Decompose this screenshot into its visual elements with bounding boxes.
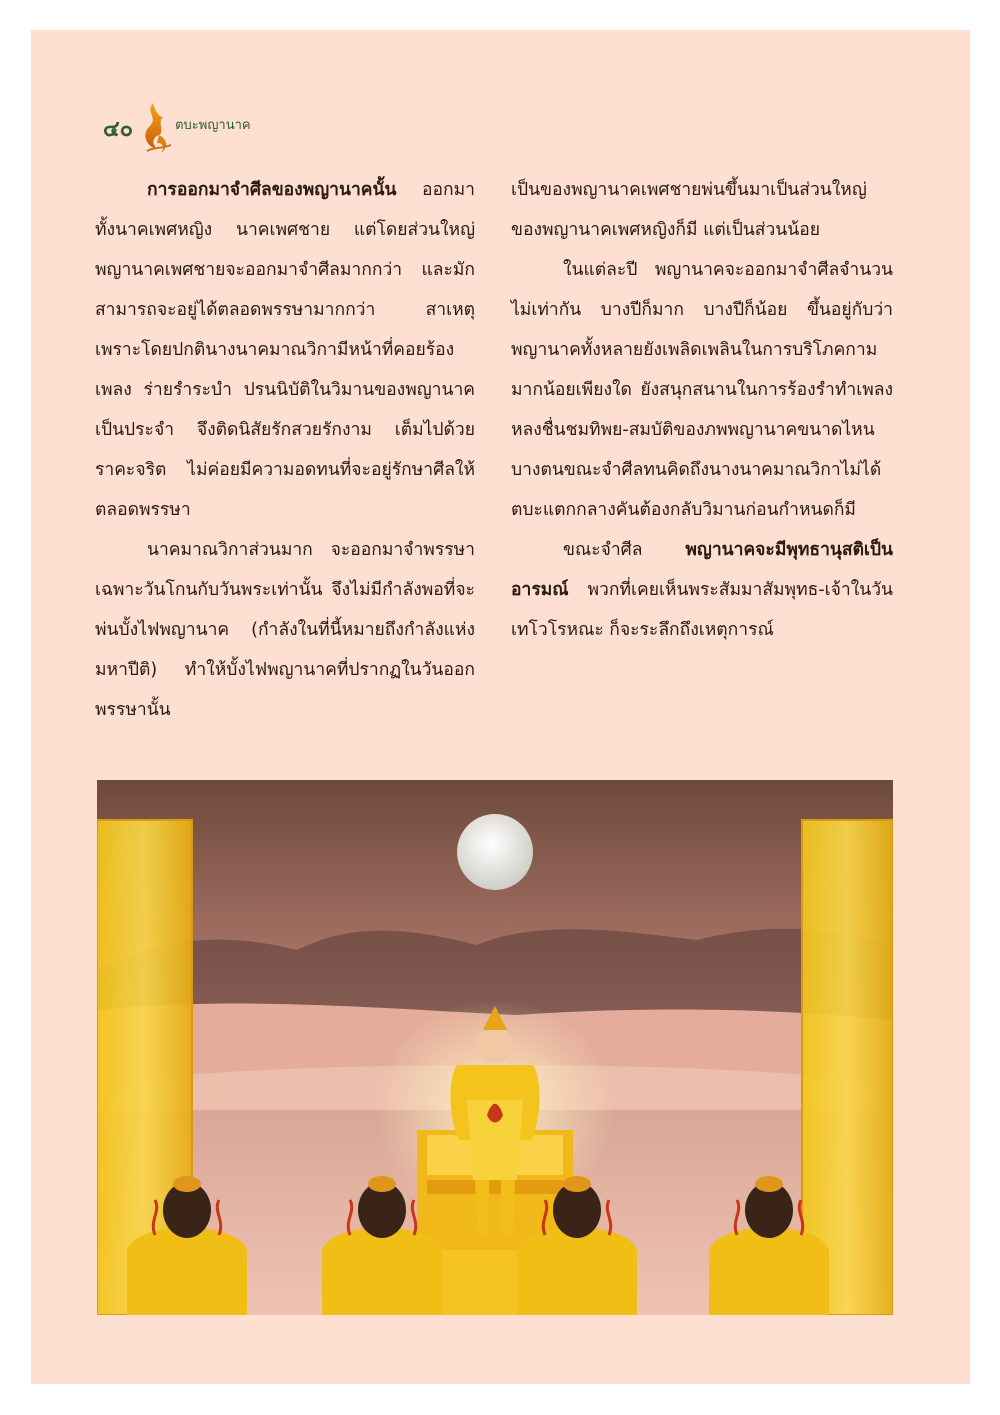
- right-p3-bold: พญานาคจะมีพุทธานุสติเป็นอารมณ์: [511, 540, 893, 600]
- right-p3-end: พวกที่เคยเห็นพระสัมมาสัมพุทธ-เจ้าในวันเทโวโรหณะ ก็จะระลึกถึงเหตุการณ์: [511, 580, 893, 640]
- left-paragraph-2: นาคมาณวิกาส่วนมาก จะออกมาจำพรรษาเฉพาะวันโกนกับวันพระเท่านั้น จึงไม่มีกำลังพอที่จะพ่นบั้งไฟพญานาค (กำลังในที่นี้หมายถึงกำลังแห่งมหาปีติ) ทำให้บั้งไฟพญานาคที่ปรากฏในวันออกพรรษานั้น: [95, 540, 475, 720]
- right-paragraph-3: [511, 530, 893, 650]
- page-header: [103, 98, 251, 158]
- naga-flame-icon: [139, 101, 173, 155]
- left-column: [95, 170, 475, 730]
- full-moon-icon: [457, 814, 533, 890]
- right-paragraph-1: เป็นของพญานาคเพศชายพ่นขึ้นมาเป็นส่วนใหญ่ ของพญานาคเพศหญิงก็มี แต่เป็นส่วนน้อย: [511, 180, 867, 240]
- running-title: ตบะพญานาค: [175, 117, 251, 133]
- right-p3-start: ขณะจำศีล: [563, 540, 686, 560]
- right-paragraph-2: ในแต่ละปี พญานาคจะออกมาจำศีลจำนวนไม่เท่ากัน บางปีก็มาก บางปีก็น้อย ขึ้นอยู่กับว่า พญานาคทั้งหลายยังเพลิดเพลินในการบริโภคกามมากน้อยเพียงใด ยังสนุกสนานในการร้องรำทำเพลง หลงชื่นชมทิพย-สมบัติของภพพญานาคขนาดไหน บางตนขณะจำศีลทนคิดถึงนางนาคมาณวิกาไม่ได้ตบะแตกกลางคันต้องกลับวิมานก่อนกำหนดก็มี: [511, 260, 893, 520]
- page-number: ๔๐: [103, 116, 134, 142]
- page: [31, 30, 970, 1384]
- naga-king-illustration: [97, 780, 893, 1315]
- left-paragraph-1: [95, 170, 475, 530]
- right-column: [511, 170, 893, 650]
- left-lead-text: การออกมาจำศีลของพญานาคนั้น: [147, 180, 397, 200]
- left-body-text: ออกมาทั้งนาคเพศหญิง นาคเพศชาย แต่โดยส่วนใหญ่ พญานาคเพศชายจะออกมาจำศีลมากกว่า และมักสามารถจะอยู่ได้ตลอดพรรษามากกว่า สาเหตุเพราะโดยปกตินางนาคมาณวิกามีหน้าที่คอยร้องเพลง ร่ายรำระบำ ปรนนิบัติในวิมานของพญานาคเป็นประจำ จึงติดนิสัยรักสวยรักงาม เต็มไปด้วยราคะจริต ไม่ค่อยมีความอดทนที่จะอยู่รักษาศีลให้ตลอดพรรษา: [95, 180, 475, 520]
